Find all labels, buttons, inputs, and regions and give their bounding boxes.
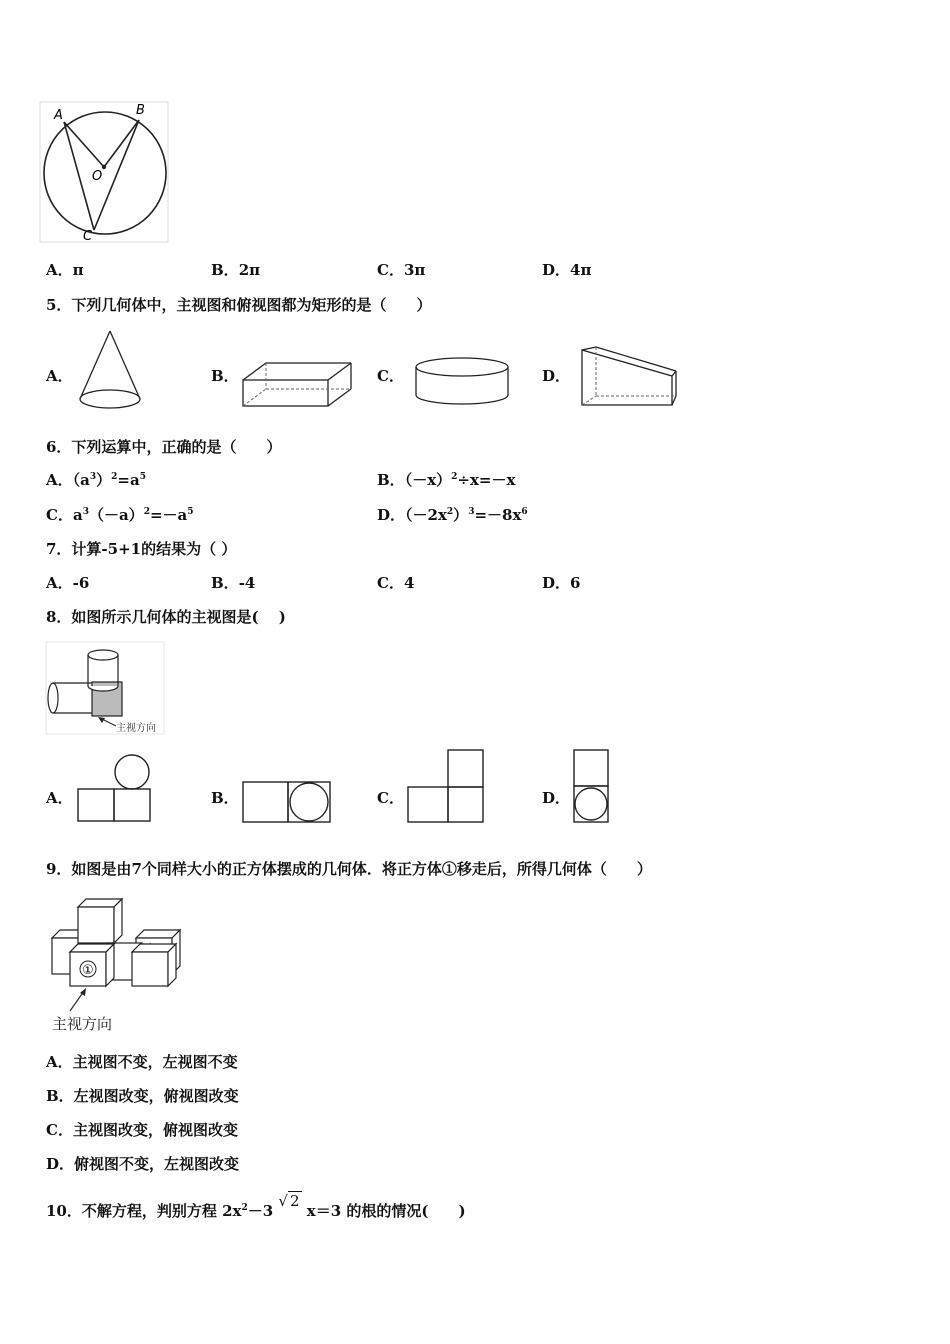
q6-stem: 6．下列运算中，正确的是（ ） [46,438,282,456]
q9-cubes-figure [40,894,190,1036]
q8-view-a [76,752,154,824]
q8-view-c [406,748,488,826]
label-c: C [83,229,93,244]
view-direction-label: 主视方向 [116,723,156,734]
prism-figure [578,344,680,410]
q7-option-d: D．6 [542,574,581,592]
label-a: A [54,108,63,123]
circle-figure [38,98,173,246]
q8-stem: 8．如图所示几何体的主视图是( ) [46,608,286,626]
q5-option-d-letter: D． [542,367,571,385]
q7-option-b: B．-4 [211,574,256,592]
cylinder-figure [410,354,514,412]
q6-option-a: A．$(a^3)^2=a^5$ [46,471,146,489]
q7-option-a: A．-6 [46,574,90,592]
q5-option-c-letter: C． [377,367,404,385]
q9-option-d: D．俯视图不变，左视图改变 [46,1155,240,1173]
label-b: B [136,103,145,118]
q6-option-b: B．$(-x)^2\div x=-x$ [377,471,516,489]
circle [44,112,166,234]
q8-view-b [241,780,335,826]
figure-border [40,102,168,242]
q5-stem: 5．下列几何体中，主视图和俯视图都为矩形的是（ ） [46,296,432,314]
sqrt-symbol: √ 2 [278,1192,300,1210]
q4-option-a: A．π [46,261,84,279]
q4-option-c: C．3π [377,261,426,279]
q7-option-c: C．4 [377,574,415,592]
q8-option-d-letter: D． [542,789,571,807]
center-point [102,165,106,169]
q8-solid-figure [44,640,168,738]
q5-option-a-letter: A． [46,367,73,385]
view-direction-label: 主视方向 [52,1015,113,1033]
q8-view-d [572,748,612,826]
q6-option-d: D．$(-2x^2)^3=-8x^6$ [377,506,528,524]
q8-option-c-letter: C． [377,789,404,807]
label-o: O [92,169,103,184]
q9-stem: 9．如图是由7个同样大小的正方体摆成的几何体．将正方体①移走后，所得几何体（ ） [46,860,652,878]
q7-stem: 7．计算-5+1的结果为（ ） [46,540,237,558]
q8-option-a-letter: A． [46,789,73,807]
q8-option-b-letter: B． [211,789,239,807]
cube-label-1: ① [82,963,94,978]
q5-option-b-letter: B． [211,367,239,385]
radius-ob [104,120,139,167]
q4-option-d: D．4π [542,261,592,279]
q10-stem: 10．不解方程，判别方程 $2x^2-3$ √ 2 x＝3 的根的情况( ) [46,1192,466,1220]
cone-figure [76,328,146,412]
q6-option-c: C．$a^3(-a)^2=-a^5$ [46,506,194,524]
q9-option-b: B．左视图改变，俯视图改变 [46,1087,239,1105]
cuboid-figure [238,358,358,412]
q9-option-a: A．主视图不变，左视图不变 [46,1053,238,1071]
q4-option-b: B．2π [211,261,261,279]
q9-option-c: C．主视图改变，俯视图改变 [46,1121,238,1139]
